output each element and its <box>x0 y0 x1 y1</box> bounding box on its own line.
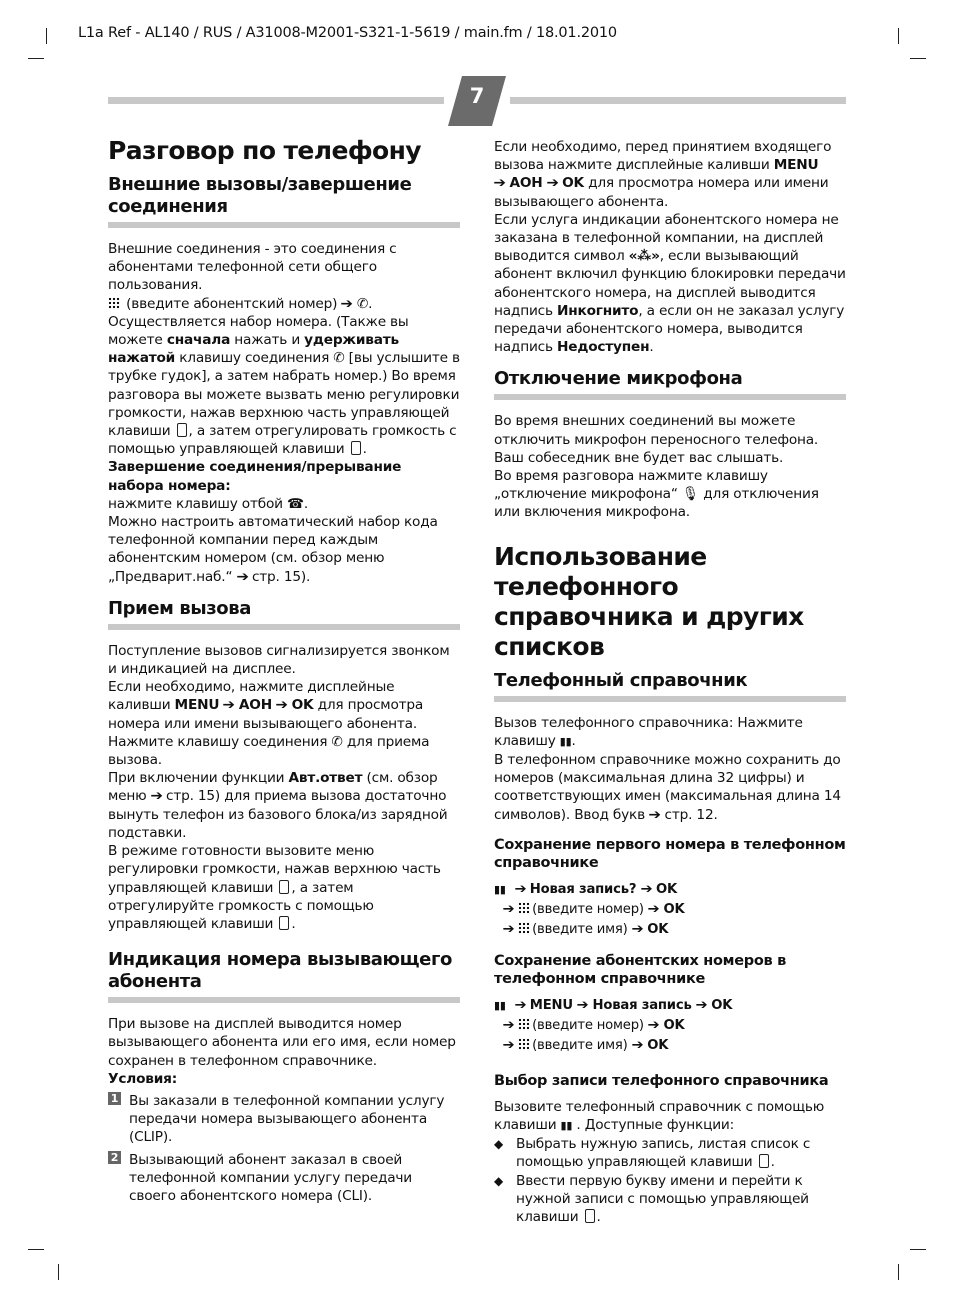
step-number: 1 <box>108 1092 121 1105</box>
paragraph: Нажмите клавишу соединения ✆ для приема вызова. <box>108 733 430 769</box>
right-column <box>494 138 846 1226</box>
crop-mark <box>28 1249 44 1250</box>
left-column <box>108 136 460 1205</box>
control-key-icon <box>279 916 289 930</box>
arrow-icon: ➔ <box>631 1037 644 1053</box>
arrow-icon: ➔ <box>631 921 644 937</box>
header-rule-right <box>510 97 846 104</box>
crop-mark <box>58 1264 59 1280</box>
paragraph: Поступление вызовов сигнализируется звонком и индикацией на дисплее. <box>108 642 450 678</box>
paragraph: В режиме готовности вызовите меню регулировки громкости, нажав верхнюю часть управляющей клавиши , а затем отрегулируйте громкость с помощью управляющей клавиши . <box>108 843 441 932</box>
crop-mark <box>898 1264 899 1280</box>
keypad-icon <box>518 1038 530 1051</box>
arrow-icon: ➔ <box>640 881 653 897</box>
arrow-icon: ➔ <box>340 295 354 312</box>
paragraph: Вызовите телефонный справочник с помощью клавиши ▮▮ . Доступные функции: <box>494 1098 846 1135</box>
dial-instruction: (введите абонентский номер) ➔ ✆. <box>108 295 460 313</box>
talk-key-icon: ✆ <box>331 733 343 750</box>
arrow-icon: ➔ <box>502 901 515 917</box>
end-call-key-icon: ☎ <box>287 495 304 512</box>
bullet-item: ◆ Ввести первую букву имени и перейти к нужной записи с помощью управляющей клавиши . <box>494 1172 809 1226</box>
crop-mark <box>910 1249 926 1250</box>
arrow-icon: ➔ <box>546 175 559 192</box>
arrow-icon: ➔ <box>493 175 506 192</box>
paragraph: Если услуга индикации абонентского номера не заказана в телефонной компании, на дисплей выводится символ «⁂», если вызывающий абонент включил функцию блокировки передачи абонентского номера, на дисплей выводится надпись Инкогнито, а если он не заказал услугу передачи абонентского номера, выводится надпись Недоступен. <box>494 211 846 356</box>
control-key-icon <box>759 1154 769 1168</box>
arrow-icon: ➔ <box>150 788 163 805</box>
control-key-icon <box>177 423 187 437</box>
crop-mark <box>46 28 47 44</box>
keypad-icon <box>518 1018 530 1031</box>
arrow-icon: ➔ <box>275 697 288 714</box>
page-number: 7 <box>469 84 485 108</box>
menu-path: ▮▮ ➔ Новая запись? ➔ OK <box>494 880 846 900</box>
arrow-icon: ➔ <box>513 881 526 897</box>
control-key-icon <box>351 441 361 455</box>
section-heading: Индикация номера вызывающего абонента <box>108 949 460 1003</box>
menu-path: ➔ (введите номер) ➔ OK <box>494 1016 846 1036</box>
talk-key-icon: ✆ <box>356 295 369 312</box>
arrow-icon: ➔ <box>222 697 236 714</box>
phonebook-key-icon: ▮▮ <box>494 882 506 896</box>
control-key-icon <box>585 1209 595 1223</box>
paragraph: При включении функции Авт.ответ (см. обзор меню ➔ стр. 15) для приема вызова достаточно вынуть телефон из базового блока/из зарядной подставки. <box>108 770 448 841</box>
subsection-heading: Сохранение абонентских номеров в телефонном справочнике <box>494 952 786 987</box>
arrow-icon: ➔ <box>647 1017 660 1033</box>
list-item: 2 Вызывающий абонент заказал в своей телефонной компании услугу передачи своего абонентского номера (CLI). <box>108 1151 460 1206</box>
arrow-icon: ➔ <box>695 997 708 1013</box>
paragraph: Если необходимо, нажмите дисплейные каливши MENU ➔ АОН ➔ OK для просмотра номера или имени вызывающего абонента. <box>108 679 424 732</box>
page-title: Разговор по телефону <box>108 136 421 165</box>
section-heading: Внешние вызовы/завершение соединения <box>108 174 460 228</box>
control-key-icon <box>279 880 289 894</box>
menu-path: ➔ (введите номер) ➔ OK <box>494 900 846 920</box>
paragraph: Вызов телефонного справочника: Нажмите клавишу ▮▮. <box>494 714 846 751</box>
paragraph: Внешние соединения - это соединения с абонентами телефонной сети общего пользования. <box>108 241 397 294</box>
paragraph: Осуществляется набор номера. (Также вы можете сначала нажать и удерживать нажатой клавишу соединения ✆ [вы услышите в трубке гудок], а затем набрать номер.) Во время разговора вы можете вызвать меню регулировки громкости, нажав верхнюю часть управляющей клавиши , а затем отрегулировать громкость с помощью управляющей клавиши . <box>108 313 460 458</box>
talk-key-icon: ✆ <box>333 350 345 367</box>
paragraph: Во время разговора нажмите клавишу „отключение микрофона“ 🎙 для отключения или включения микрофона. <box>494 468 819 521</box>
file-header: L1a Ref - AL140 / RUS / A31008-M2001-S321-1-5619 / main.fm / 18.01.2010 <box>78 25 617 41</box>
crop-mark <box>910 58 926 59</box>
keypad-icon <box>108 297 120 310</box>
menu-path: ➔ (введите имя) ➔ OK <box>494 920 846 940</box>
phonebook-key-icon: ▮▮ <box>559 734 572 748</box>
step-number: 2 <box>108 1151 121 1164</box>
keypad-icon <box>518 902 530 915</box>
phonebook-key-icon: ▮▮ <box>560 1119 573 1133</box>
section-heading: Прием вызова <box>108 598 460 630</box>
diamond-bullet-icon: ◆ <box>494 1173 504 1188</box>
paragraph: Если необходимо, перед принятием входящего вызова нажмите дисплейные каливши MENU ➔ АОН ➔ OK для просмотра номера или имени вызывающего абонента. <box>493 139 832 210</box>
subsection-heading: Выбор записи телефонного справочника <box>494 1072 829 1089</box>
arrow-icon: ➔ <box>502 1037 515 1053</box>
arrow-icon: ➔ <box>513 997 526 1013</box>
bullet-item: ◆ Выбрать нужную запись, листая список с помощью управляющей клавиши . <box>494 1136 811 1171</box>
end-call-heading: Завершение соединения/прерывание набора номера: <box>108 459 402 494</box>
mute-icon: 🎙 <box>681 486 700 503</box>
withheld-number-icon: «⁂» <box>628 248 660 265</box>
paragraph: Во время внешних соединений вы можете отключить микрофон переносного телефона. Ваш собеседник вне будет вас слышать. <box>494 413 819 466</box>
section-heading: Отключение микрофона <box>494 368 846 400</box>
section-heading: Телефонный справочник <box>494 670 846 702</box>
conditions-label: Условия: <box>108 1070 178 1087</box>
arrow-icon: ➔ <box>502 921 515 937</box>
list-item: 1 Вы заказали в телефонной компании услугу передачи номера вызывающего абонента (CLIP). <box>108 1092 460 1147</box>
paragraph: В телефонном справочнике можно сохранить до номеров (максимальная длина 32 цифры) и соответствующих имен (максимальная длина 14 символов). Ввод букв ➔ стр. 12. <box>494 752 841 823</box>
arrow-icon: ➔ <box>647 901 660 917</box>
arrow-icon: ➔ <box>235 568 249 585</box>
header-rule-left <box>108 97 444 104</box>
chapter-title: Использование телефонного справочника и других списков <box>494 541 804 661</box>
arrow-icon: ➔ <box>576 997 589 1013</box>
menu-path: ➔ (введите имя) ➔ OK <box>494 1036 846 1056</box>
diamond-bullet-icon: ◆ <box>494 1137 504 1152</box>
paragraph: Можно настроить автоматический набор кода телефонной компании перед каждым абонентским номером (см. обзор меню „Предварит.наб.“ ➔ стр. 15). <box>108 514 438 585</box>
phonebook-key-icon: ▮▮ <box>494 998 506 1012</box>
arrow-icon: ➔ <box>502 1017 515 1033</box>
paragraph: При вызове на дисплей выводится номер вызывающего абонента или его имя, если номер сохранен в телефонном справочнике. <box>108 1016 456 1069</box>
subsection-heading: Сохранение первого номера в телефонном справочнике <box>494 836 846 871</box>
crop-mark <box>28 58 44 59</box>
crop-mark <box>898 28 899 44</box>
keypad-icon <box>518 922 530 935</box>
menu-path: ▮▮ ➔ MENU ➔ Новая запись ➔ OK <box>494 996 846 1016</box>
paragraph: нажмите клавишу отбой ☎. <box>108 495 309 512</box>
arrow-icon: ➔ <box>648 806 661 823</box>
